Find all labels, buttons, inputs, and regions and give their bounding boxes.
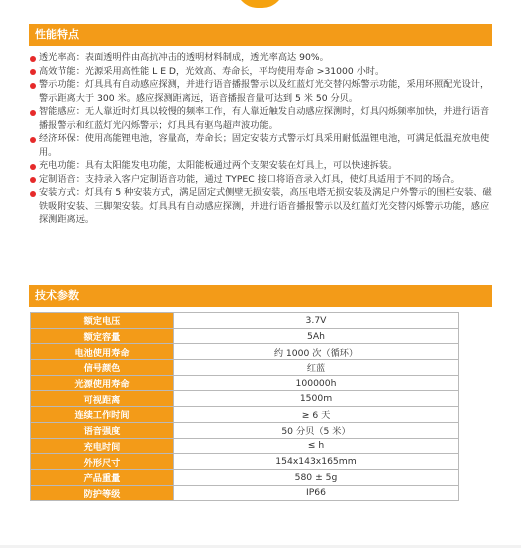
feature-item bbox=[30, 65, 492, 78]
spec-label: 电池使用寿命 bbox=[31, 344, 174, 360]
spec-value: 5Ah bbox=[174, 328, 459, 344]
features-section-header: 性能特点 bbox=[29, 24, 492, 46]
feature-text: 智能感应：无人靠近时灯具以较慢的频率工作，有人靠近触发自动感应探测时，灯具闪烁频率加快，并进行语音播报警示和红蓝灯光闪烁警示；灯具具有驱鸟超声波功能。 bbox=[39, 106, 490, 131]
spec-label: 语音强度 bbox=[31, 422, 174, 438]
bullet-dot-icon bbox=[30, 177, 36, 183]
spec-label: 可视距离 bbox=[31, 391, 174, 407]
feature-item bbox=[30, 159, 492, 172]
table-row bbox=[31, 375, 459, 391]
spec-label: 光源使用寿命 bbox=[31, 375, 174, 391]
specs-section-header: 技术参数 bbox=[29, 285, 492, 307]
feature-item bbox=[30, 186, 492, 226]
features-list bbox=[30, 51, 492, 227]
spec-value: 580 ± 5g bbox=[174, 469, 459, 485]
feature-item bbox=[30, 78, 492, 105]
feature-item bbox=[30, 132, 492, 159]
spec-value: 1500m bbox=[174, 391, 459, 407]
spec-label: 充电时间 bbox=[31, 438, 174, 454]
table-row bbox=[31, 454, 459, 470]
spec-label: 信号颜色 bbox=[31, 360, 174, 376]
bullet-dot-icon bbox=[30, 164, 36, 170]
spec-label: 额定电压 bbox=[31, 313, 174, 329]
specs-table bbox=[30, 312, 459, 501]
spec-value: 50 分贝（5 米） bbox=[174, 422, 459, 438]
spec-label: 额定容量 bbox=[31, 328, 174, 344]
feature-text: 高效节能：光源采用高性能 L E D，光效高、寿命长，平均使用寿命 >31000 小时。 bbox=[39, 65, 385, 77]
feature-item bbox=[30, 51, 492, 64]
top-decoration bbox=[236, 0, 284, 8]
bullet-dot-icon bbox=[30, 69, 36, 75]
table-row bbox=[31, 469, 459, 485]
spec-value: IP66 bbox=[174, 485, 459, 501]
feature-text: 安装方式：灯具有 5 种安装方式，满足固定式侧壁无损安装，高压电塔无损安装及满足户外警示的围栏安装、磁铁吸附安装、三脚架安装。灯具具有自动感应探测，并进行语音播报警示以及红蓝灯光交替闪烁警示功能，感应探测距离远。 bbox=[39, 187, 492, 226]
table-row bbox=[31, 313, 459, 329]
feature-text: 经济环保：使用高能锂电池，容量高，寿命长；固定安装方式警示灯具采用耐低温锂电池，可满足低温充放电使用。 bbox=[39, 133, 490, 158]
spec-value: 100000h bbox=[174, 375, 459, 391]
spec-label: 外形尺寸 bbox=[31, 454, 174, 470]
bullet-dot-icon bbox=[30, 56, 36, 62]
feature-item bbox=[30, 173, 492, 186]
bullet-dot-icon bbox=[30, 137, 36, 143]
table-row bbox=[31, 407, 459, 423]
spec-label: 防护等级 bbox=[31, 485, 174, 501]
table-row bbox=[31, 360, 459, 376]
table-row bbox=[31, 485, 459, 501]
bullet-dot-icon bbox=[30, 83, 36, 89]
feature-text: 充电功能：具有太阳能发电功能，太阳能板通过两个支架安装在灯具上，可以快速拆装。 bbox=[39, 160, 398, 172]
spec-label: 连续工作时间 bbox=[31, 407, 174, 423]
spec-value: 154x143x165mm bbox=[174, 454, 459, 470]
feature-text: 警示功能：灯具具有自动感应探测，并进行语音播报警示以及红蓝灯光交替闪烁警示功能，采用环照配光设计，警示距离大于 300 米。感应探测距离远，语音播报音量可达到 5 米 50 分贝。 bbox=[39, 79, 490, 104]
feature-text: 透光率高：表面透明件由高抗冲击的透明材料制成，透光率高达 90%。 bbox=[39, 52, 329, 63]
table-row bbox=[31, 328, 459, 344]
table-row bbox=[31, 438, 459, 454]
spec-value: 3.7V bbox=[174, 313, 459, 329]
spec-value: ≤ h bbox=[174, 438, 459, 454]
bullet-dot-icon bbox=[30, 110, 36, 116]
spec-value: 约 1000 次（循环） bbox=[174, 344, 459, 360]
bullet-dot-icon bbox=[30, 191, 36, 197]
spec-value: ≥ 6 天 bbox=[174, 407, 459, 423]
table-row bbox=[31, 344, 459, 360]
spec-value: 红蓝 bbox=[174, 360, 459, 376]
spec-label: 产品重量 bbox=[31, 469, 174, 485]
table-row bbox=[31, 422, 459, 438]
feature-text: 定制语音：支持录入客户定制语音功能，通过 TYPEC 接口将语音录入灯具，使灯具适用于不同的场合。 bbox=[39, 173, 460, 185]
table-row bbox=[31, 391, 459, 407]
feature-item bbox=[30, 105, 492, 132]
